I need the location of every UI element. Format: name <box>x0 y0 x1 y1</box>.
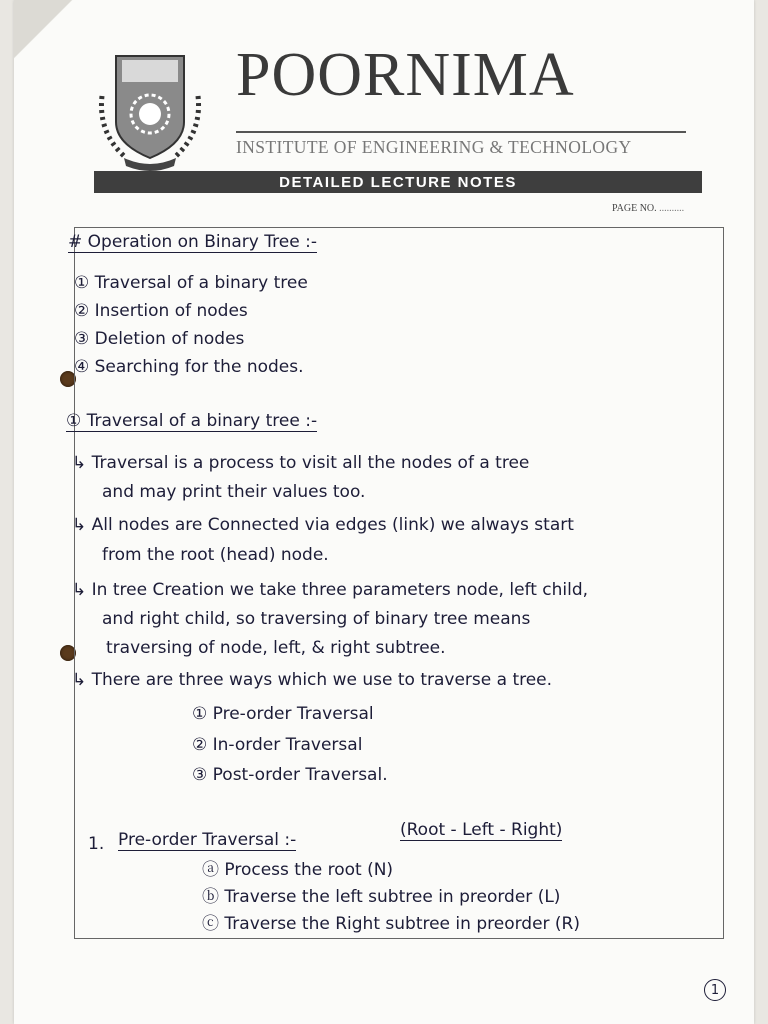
note-line: and may print their values too. <box>102 482 366 502</box>
note-line: ↳ In tree Creation we take three parameters node, left child, <box>72 580 589 600</box>
institute-subtitle: INSTITUTE OF ENGINEERING & TECHNOLOGY <box>236 137 632 157</box>
title-divider <box>236 131 686 133</box>
folded-corner <box>14 0 74 60</box>
operation-item: ① Traversal of a binary tree <box>74 273 308 293</box>
operation-item: ④ Searching for the nodes. <box>74 357 304 377</box>
preorder-number: 1. <box>88 834 105 854</box>
sheet-number: 1 <box>704 979 726 1001</box>
preorder-step: ⓒ Traverse the Right subtree in preorder (R) <box>202 914 581 934</box>
lecture-notes-banner <box>94 171 702 193</box>
note-line: traversing of node, left, & right subtree. <box>106 638 446 658</box>
note-line: and right child, so traversing of binary tree means <box>102 609 531 629</box>
notebook-page <box>14 0 754 1024</box>
preorder-rule: (Root - Left - Right) <box>400 820 563 840</box>
subsection-heading: ① Traversal of a binary tree :- <box>66 411 318 431</box>
preorder-step: ⓐ Process the root (N) <box>202 860 394 880</box>
page-number-label: PAGE NO. <box>612 203 657 214</box>
page-number-blank: .......... <box>659 203 685 214</box>
institute-name: POORNIMA <box>236 41 575 109</box>
preorder-heading: Pre-order Traversal :- <box>118 830 297 850</box>
traversal-way: ① Pre-order Traversal <box>192 704 374 724</box>
institute-crest-icon <box>94 52 206 172</box>
traversal-way: ② In-order Traversal <box>192 735 363 755</box>
note-line: from the root (head) node. <box>102 545 329 565</box>
note-line: ↳ All nodes are Connected via edges (link) we always start <box>72 515 574 535</box>
section-heading: # Operation on Binary Tree :- <box>68 232 317 252</box>
traversal-way: ③ Post-order Traversal. <box>192 765 388 785</box>
note-line: ↳ There are three ways which we use to traverse a tree. <box>72 670 553 690</box>
note-line: ↳ Traversal is a process to visit all the nodes of a tree <box>72 453 530 473</box>
operation-item: ② Insertion of nodes <box>74 301 248 321</box>
page-number-field <box>612 203 684 214</box>
preorder-step: ⓑ Traverse the left subtree in preorder (L) <box>202 887 561 907</box>
banner-text: DETAILED LECTURE NOTES <box>279 173 517 191</box>
operation-item: ③ Deletion of nodes <box>74 329 245 349</box>
